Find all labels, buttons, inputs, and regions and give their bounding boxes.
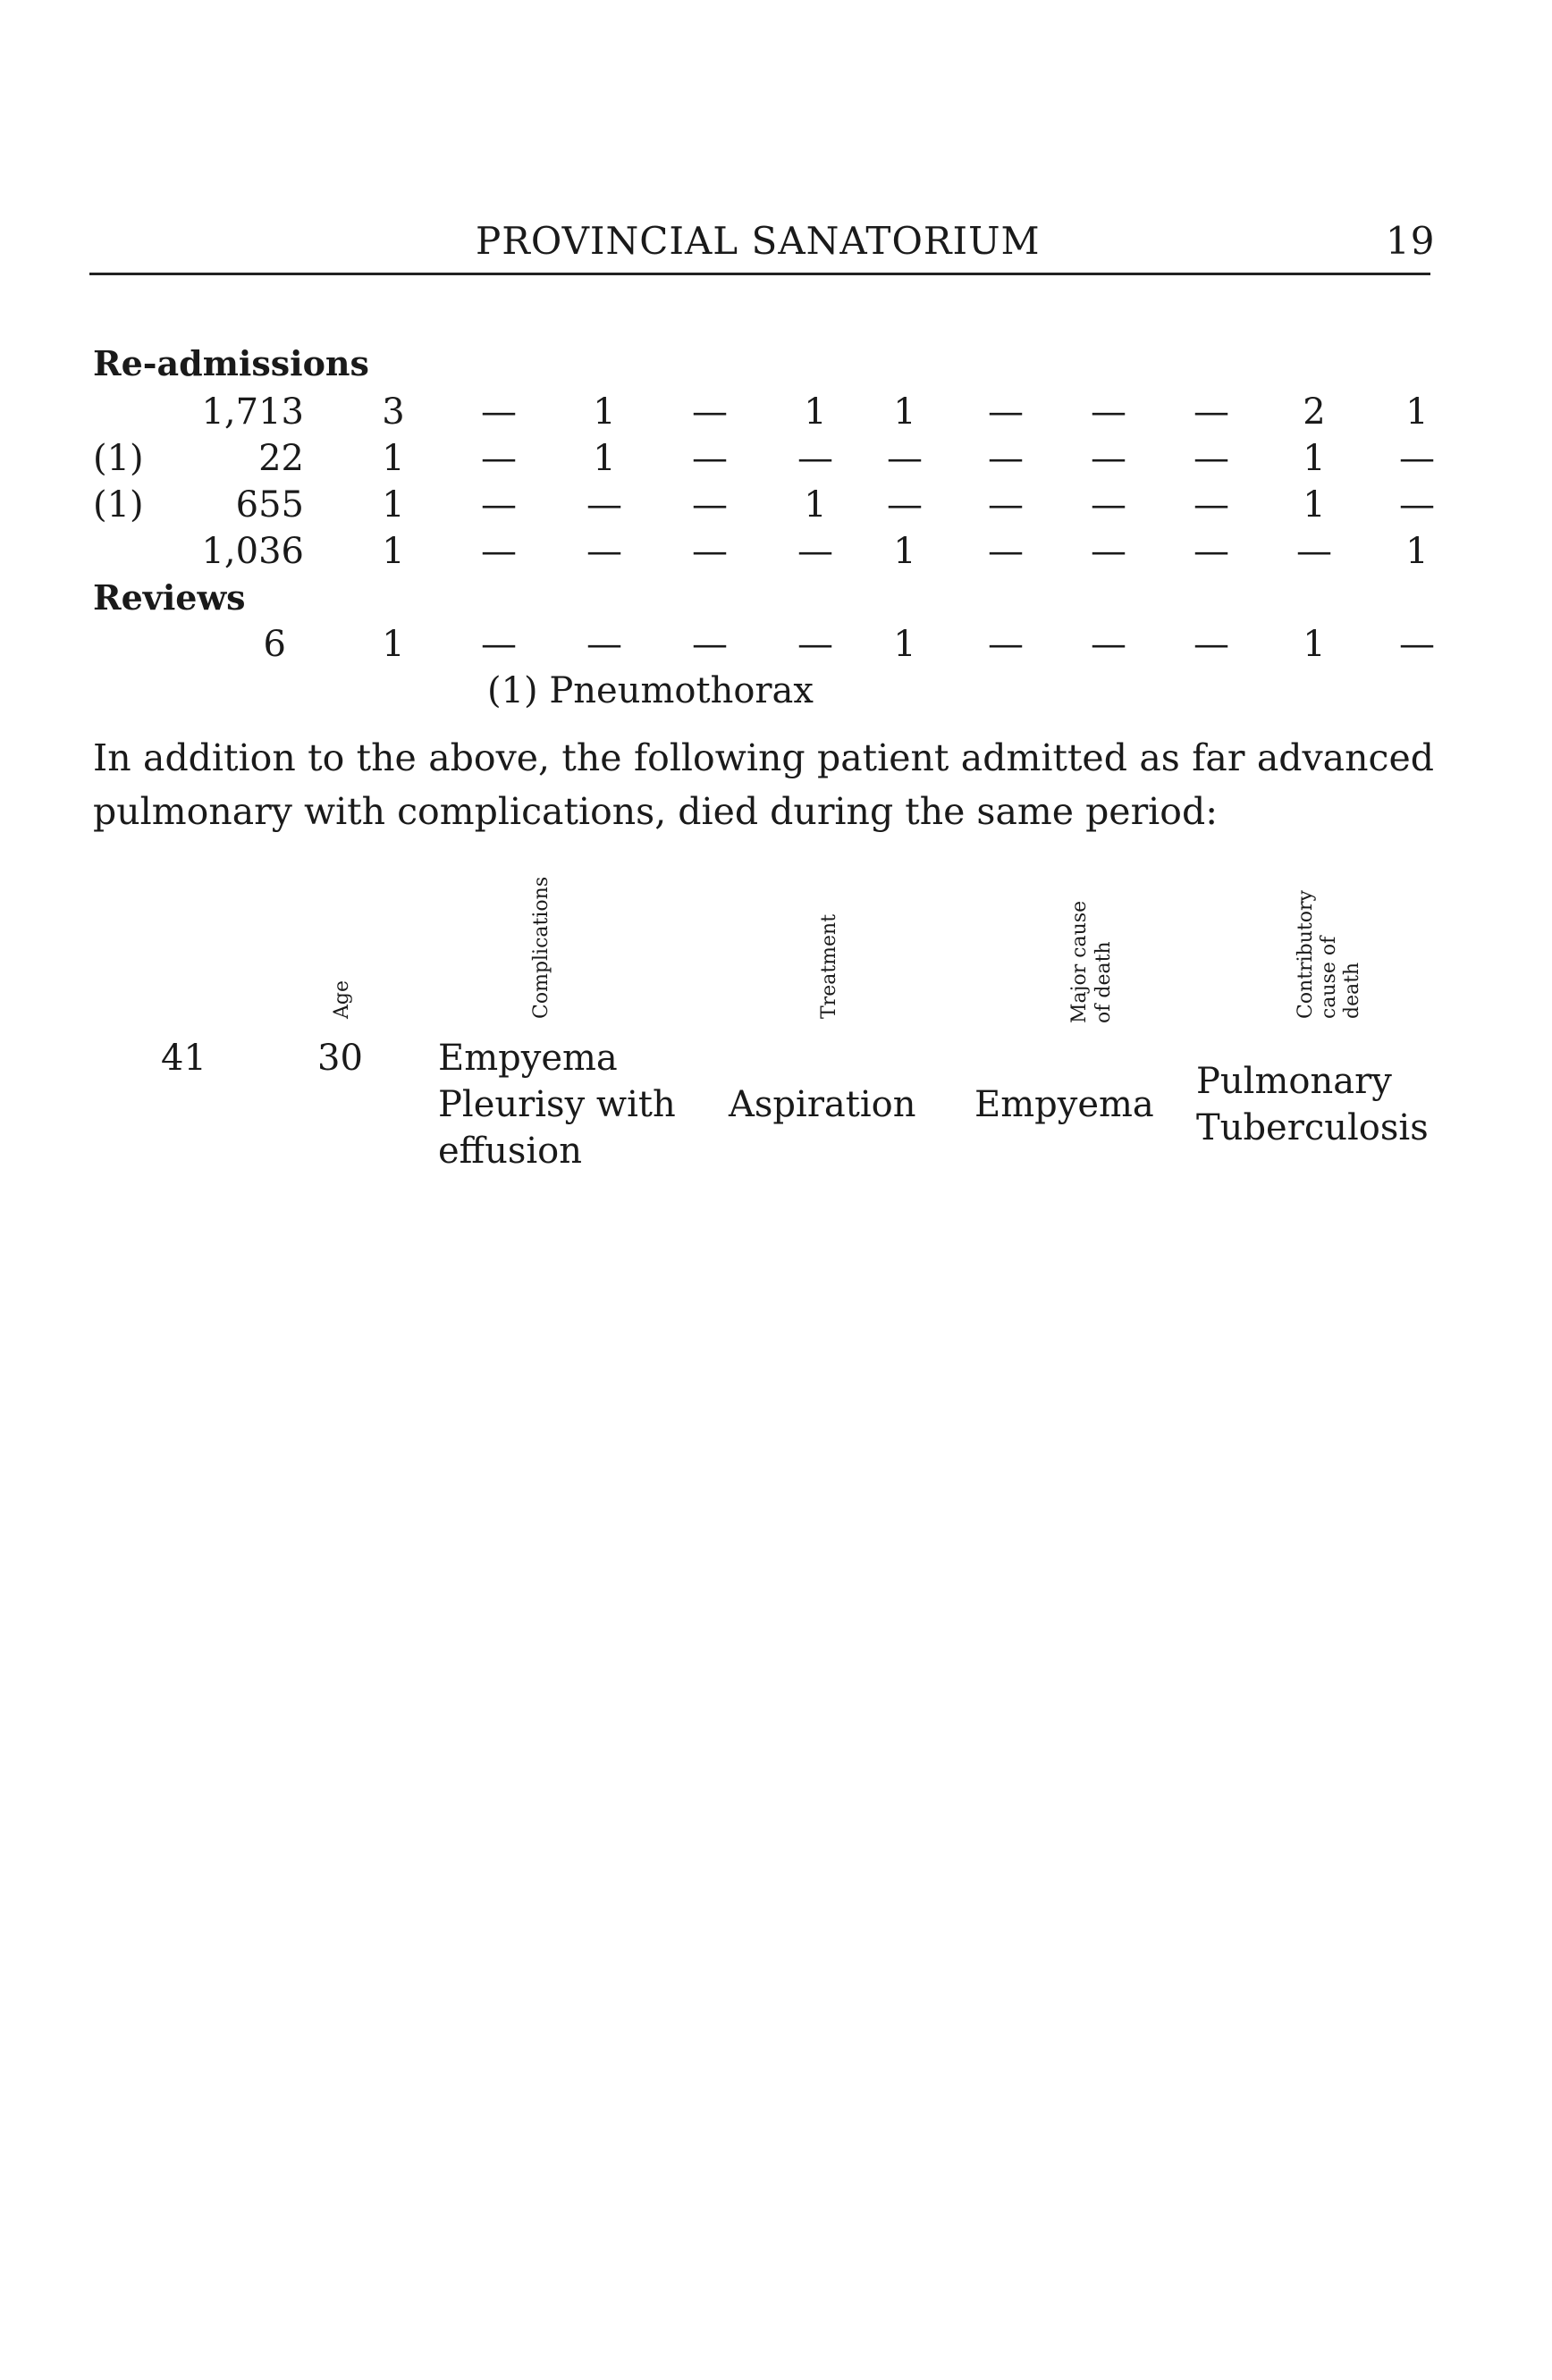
footnote: (1) Pneumothorax [487, 670, 814, 711]
table-cell: — [1399, 438, 1435, 479]
row-label: 6 [263, 624, 286, 665]
table-cell: — [988, 531, 1024, 572]
table-cell: — [988, 484, 1024, 526]
table-cell: 1 [1303, 438, 1326, 479]
major-cause-header-line2: of death [1092, 941, 1115, 1023]
complication-line: Pleurisy with [438, 1084, 676, 1125]
table-cell: — [1091, 438, 1126, 479]
patient-number: 41 [161, 1038, 207, 1079]
complication-line: effusion [438, 1131, 583, 1172]
table-cell: — [481, 531, 517, 572]
table-cell: — [692, 624, 728, 665]
major-cause-value: Empyema [974, 1084, 1154, 1125]
table-cell: — [1194, 531, 1229, 572]
table-cell: 1 [593, 391, 616, 433]
table-cell: 1 [593, 438, 616, 479]
table-cell: — [481, 438, 517, 479]
reviews-heading: Reviews [93, 577, 246, 618]
table-cell: — [887, 484, 923, 526]
row-label: 655 [235, 484, 304, 526]
table-cell: — [586, 531, 622, 572]
table-cell: — [1399, 484, 1435, 526]
major-cause-header-line1: Major cause [1068, 900, 1091, 1023]
table-cell: — [481, 391, 517, 433]
table-cell: — [988, 438, 1024, 479]
readmissions-heading: Re-admissions [93, 343, 369, 383]
table-cell: 1 [804, 391, 827, 433]
table-cell: — [797, 438, 833, 479]
row-prefix: (1) [93, 484, 144, 526]
contributory-header-line2: cause of [1318, 936, 1340, 1019]
table-cell: — [481, 624, 517, 665]
table-cell: 1 [1303, 624, 1326, 665]
table-cell: — [586, 484, 622, 526]
age-header: Age [331, 980, 353, 1019]
table-cell: — [887, 438, 923, 479]
contributory-line: Pulmonary [1196, 1061, 1392, 1102]
body-paragraph: In addition to the above, the following patient admitted as far advanced pulmonary with complications, died during the same period: [93, 736, 1434, 833]
table-cell: — [692, 391, 728, 433]
patient-age: 30 [317, 1038, 363, 1079]
table-cell: — [692, 531, 728, 572]
table-cell: — [797, 531, 833, 572]
table-cell: — [1091, 391, 1126, 433]
contributory-line: Tuberculosis [1196, 1107, 1429, 1148]
contributory-header-line1: Contributory [1295, 890, 1317, 1019]
header-rule [89, 273, 1430, 275]
table-cell: 1 [1405, 391, 1429, 433]
table-cell: 1 [1405, 531, 1429, 572]
table-cell: — [1091, 624, 1126, 665]
treatment-value: Aspiration [729, 1084, 916, 1125]
table-cell: 3 [382, 391, 405, 433]
table-cell: — [797, 624, 833, 665]
table-cell: 1 [893, 624, 916, 665]
table-cell: 1 [382, 531, 405, 572]
row-label: 1,036 [201, 531, 304, 572]
table-cell: — [1194, 624, 1229, 665]
table-cell: — [692, 438, 728, 479]
table-cell: — [1194, 438, 1229, 479]
table-cell: — [1091, 484, 1126, 526]
table-cell: — [988, 391, 1024, 433]
table-cell: — [1399, 624, 1435, 665]
table-cell: 1 [804, 484, 827, 526]
table-cell: 2 [1303, 391, 1326, 433]
table-cell: — [481, 484, 517, 526]
table-cell: — [692, 484, 728, 526]
table-cell: — [1194, 484, 1229, 526]
table-cell: — [988, 624, 1024, 665]
table-cell: — [1194, 391, 1229, 433]
table-cell: — [586, 624, 622, 665]
complications-header: Complications [530, 876, 552, 1019]
table-cell: 1 [382, 438, 405, 479]
table-cell: 1 [1303, 484, 1326, 526]
table-cell: 1 [382, 484, 405, 526]
row-label: 22 [258, 438, 304, 479]
treatment-header: Treatment [818, 913, 840, 1019]
table-cell: — [1296, 531, 1332, 572]
row-label: 1,713 [201, 391, 304, 433]
table-cell: 1 [893, 531, 916, 572]
table-cell: — [1091, 531, 1126, 572]
page-number: 19 [1386, 219, 1436, 263]
row-prefix: (1) [93, 438, 144, 479]
table-cell: 1 [382, 624, 405, 665]
contributory-header-line3: death [1341, 962, 1363, 1019]
table-cell: 1 [893, 391, 916, 433]
page-title: PROVINCIAL SANATORIUM [476, 219, 1041, 263]
complication-line: Empyema [438, 1038, 618, 1079]
